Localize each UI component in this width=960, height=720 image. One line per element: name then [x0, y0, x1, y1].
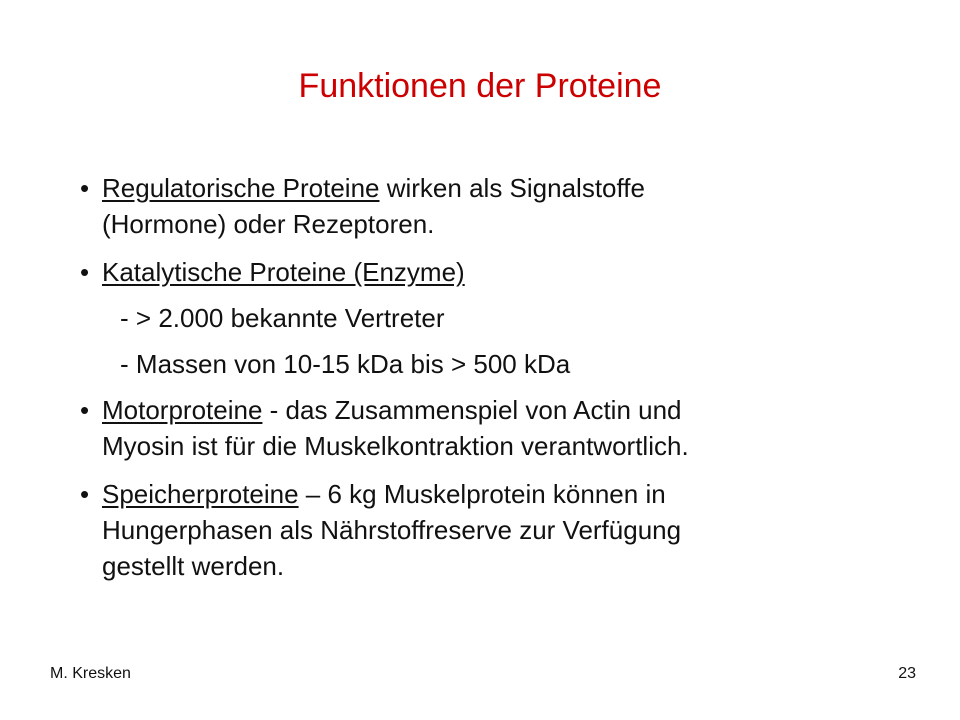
page-number: 23 — [898, 665, 916, 682]
bullet-term: Regulatorische Proteine — [102, 173, 380, 203]
bullet-marker: • — [80, 257, 90, 287]
slide-title: Funktionen der Proteine — [298, 67, 662, 105]
bullet-text — [102, 476, 860, 584]
bullet-line2: Hungerphasen als Nährstoffreserve zur Verfügung — [102, 515, 682, 545]
sub-item-text: Massen von 10-15 kDa bis > 500 kDa — [135, 349, 571, 379]
bullet-line2: Myosin ist für die Muskelkontraktion verantwortlich. — [102, 431, 689, 461]
bullet-regulatorische-proteine — [80, 170, 860, 242]
bullet-marker: • — [80, 173, 90, 203]
bullet-text — [102, 170, 860, 242]
sub-item-massen — [120, 346, 860, 382]
bullet-term: Motorproteine — [102, 395, 263, 425]
bullet-marker: • — [80, 479, 90, 509]
footer-author: M. Kresken — [50, 665, 131, 682]
bullet-speicherproteine — [80, 476, 860, 584]
bullet-line1-rest: wirken als Signalstoffe — [379, 173, 645, 203]
sub-item-text: > 2.000 bekannte Vertreter — [135, 303, 445, 333]
sub-item-vertreter — [120, 300, 860, 336]
bullet-motorproteine — [80, 392, 860, 464]
bullet-line1-rest: - das Zusammenspiel von Actin und — [262, 395, 682, 425]
bullet-text — [102, 254, 860, 290]
bullet-line1-rest: – 6 kg Muskelprotein können in — [298, 479, 666, 509]
bullet-term: Katalytische Proteine (Enzyme) — [102, 257, 465, 287]
bullet-term: Speicherproteine — [102, 479, 299, 509]
bullet-katalytische-proteine — [80, 254, 860, 290]
sub-marker: - — [120, 349, 129, 379]
sub-marker: - — [120, 303, 129, 333]
bullet-text — [102, 392, 860, 464]
bullet-line2: (Hormone) oder Rezeptoren. — [102, 209, 435, 239]
bullet-line3: gestellt werden. — [102, 551, 285, 581]
bullet-marker: • — [80, 395, 90, 425]
